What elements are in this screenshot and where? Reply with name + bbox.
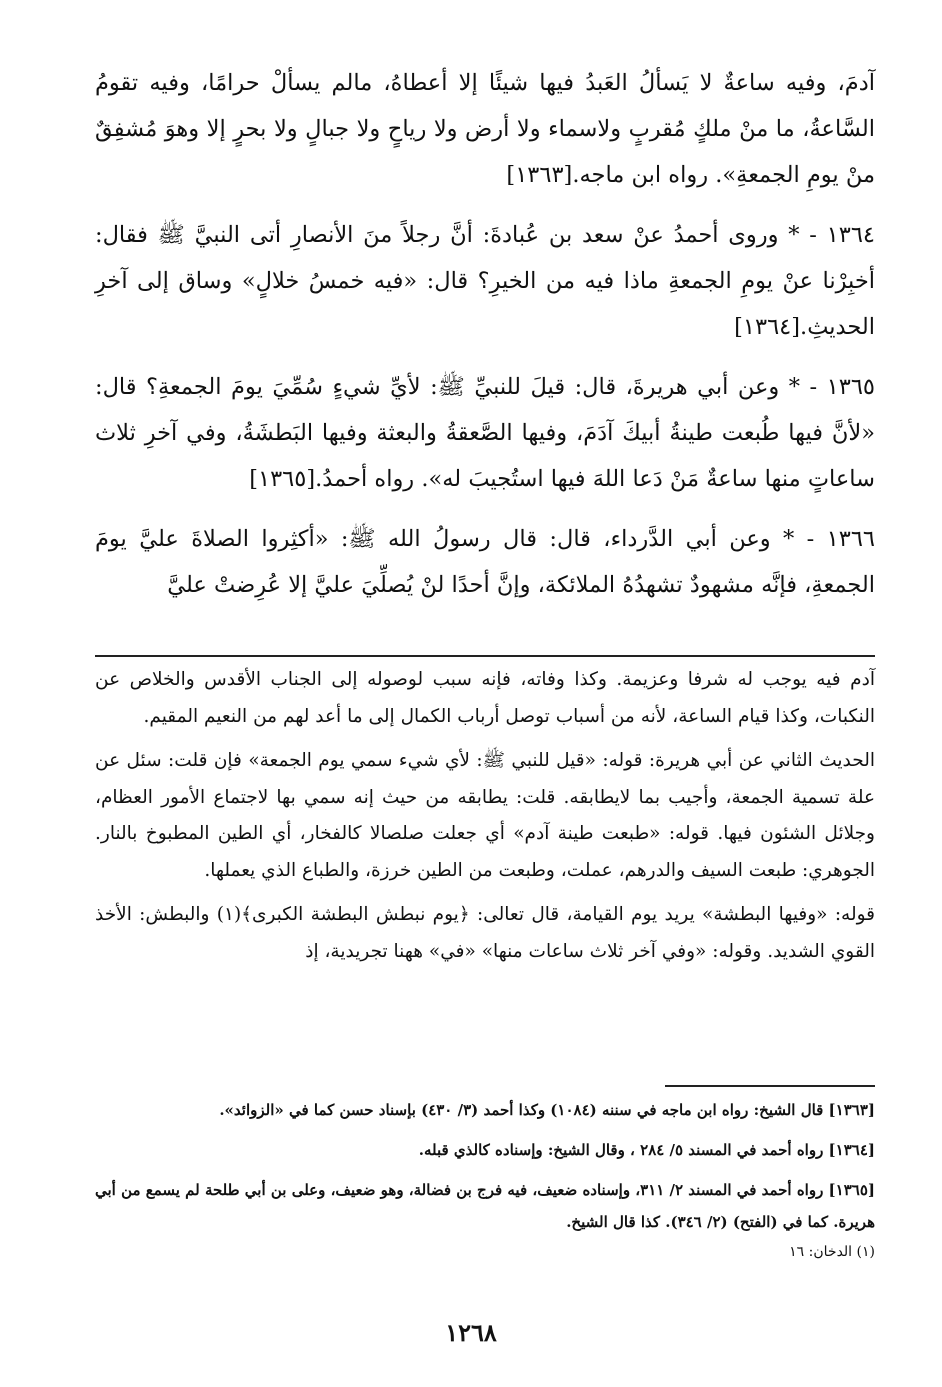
hadith-main-text (95, 60, 875, 622)
paragraph-text: ١٣٦٤ - * وروى أحمدُ عنْ سعد بن عُبادةَ: أنَّ رجلاً منَ الأنصارِ أتى النبيَّ ﷺ فقال: أخبِرْنا عنْ يومِ الجمعةِ ماذا فيه من الخيرِ؟ قال: «فيه خمسُ خلالٍ» وساق إلى آخرِ الحديثِ.[١٣٦٤] (95, 222, 875, 340)
paragraph-text: آدمَ، وفيه ساعةٌ لا يَسألُ العَبدُ فيها شيئًا إلا أعطاهُ، مالم يسألْ حرامًا، وفيه تقومُ السَّاعةُ، ما منْ ملكٍ مُقربٍ ولاسماء ولا أرض ولا رياحٍ ولا جبالٍ ولا بحرٍ إلا وهوَ مُشفِقٌ منْ يومِ الجمعةِ». رواه ابن ماجه.[١٣٦٣] (95, 70, 875, 188)
note-1363 (95, 1094, 875, 1126)
hadith-paragraph-1365 (95, 364, 875, 502)
hadith-paragraph-1363-end (95, 60, 875, 198)
note-1365 (95, 1174, 875, 1238)
footnote-divider (665, 1085, 875, 1087)
commentary-paragraph (95, 743, 875, 889)
page-number: ١٢٦٨ (445, 1318, 497, 1347)
footnote-1 (95, 1240, 875, 1264)
note-1364 (95, 1134, 875, 1166)
note-text: [١٣٦٣] قال الشيخ: رواه ابن ماجه في سننه (١٠٨٤) وكذا أحمد (٣/ ٤٣٠) بإسناد حسن كما في «الزوائد». (219, 1101, 875, 1119)
takhrij-notes (95, 1094, 875, 1272)
footnote-text: (١) الدخان: ١٦ (789, 1244, 875, 1260)
paragraph-text: ١٣٦٦ - * وعن أبي الدَّرداء، قال: قال رسولُ الله ﷺ: «أكثِروا الصلاةَ عليَّ يومَ الجمعةِ، فإنَّه مشهودٌ تشهدُهُ الملائكة، وإنَّ أحدًا لنْ يُصلِّيَ عليَّ إلا عُرِضتْ عليَّ (95, 526, 875, 598)
commentary-text (95, 662, 875, 978)
hadith-paragraph-1364 (95, 212, 875, 350)
paragraph-text: ١٣٦٥ - * وعن أبي هريرةَ، قال: قيلَ للنبيِّ ﷺ: لأيِّ شيءٍ سُمِّيَ يومَ الجمعةِ؟ قال: «لأنَّ فيها طُبعت طينةُ أبيكَ آدَمَ، وفيها الصَّعقةُ والبعثة وفيها البَطشَةُ، وفي آخرِ ثلاث ساعاتٍ منها ساعةٌ مَنْ دَعا اللهَ فيها استُجيبَ له». رواه أحمدُ.[١٣٦٥] (95, 374, 875, 492)
commentary-paragraph (95, 662, 875, 735)
commentary-paragraph (95, 897, 875, 970)
paragraph-text: الحديث الثاني عن أبي هريرة: قوله: «قيل للنبي ﷺ: لأي شيء سمي يوم الجمعة» فإن قلت: سئل عن علة تسمية الجمعة، وأجيب بما لايطابقه. قلت: يطابقه من حيث إنه سمي بها لاجتماع الأمور العظام، وجلائل الشئون فيها. قوله: «طبعت طينة آدم» أي جعلت صلصالا كالفخار، أي الطين المطبوخ بالنار. الجوهري: طبعت السيف والدرهم، عملت، وطبعت من الطين خرزة، والطباع الذي يعملها. (95, 750, 875, 881)
section-divider (95, 655, 875, 657)
paragraph-text: آدم فيه يوجب له شرفا وعزيمة. وكذا وفاته، فإنه سبب لوصوله إلى الجناب الأقدس والخلاص عن النكبات، وكذا قيام الساعة، لأنه من أسباب توصل أرباب الكمال إلى ما أعد لهم من النعيم المقيم. (95, 669, 875, 727)
hadith-paragraph-1366 (95, 516, 875, 608)
note-text: [١٣٦٥] رواه أحمد في المسند ٢/ ٣١١، وإسناده ضعيف، فيه فرج بن فضالة، وهو ضعيف، وعلى بن أبي طلحة لم يسمع من أبي هريرة. كما في (الفتح) (٢/ ٣٤٦). كذا قال الشيخ. (95, 1181, 875, 1231)
note-text: [١٣٦٤] رواه أحمد في المسند ٥/ ٢٨٤ ، وقال الشيخ: وإسناده كالذي قبله. (418, 1141, 875, 1159)
paragraph-text: قوله: «وفيها البطشة» يريد يوم القيامة، قال تعالى: ﴿يوم نبطش البطشة الكبرى﴾(١) والبطش: الأخذ القوي الشديد. وقوله: «وفي آخر ثلاث ساعات منها» «في» ههنا تجريدية، إذ (95, 904, 876, 962)
